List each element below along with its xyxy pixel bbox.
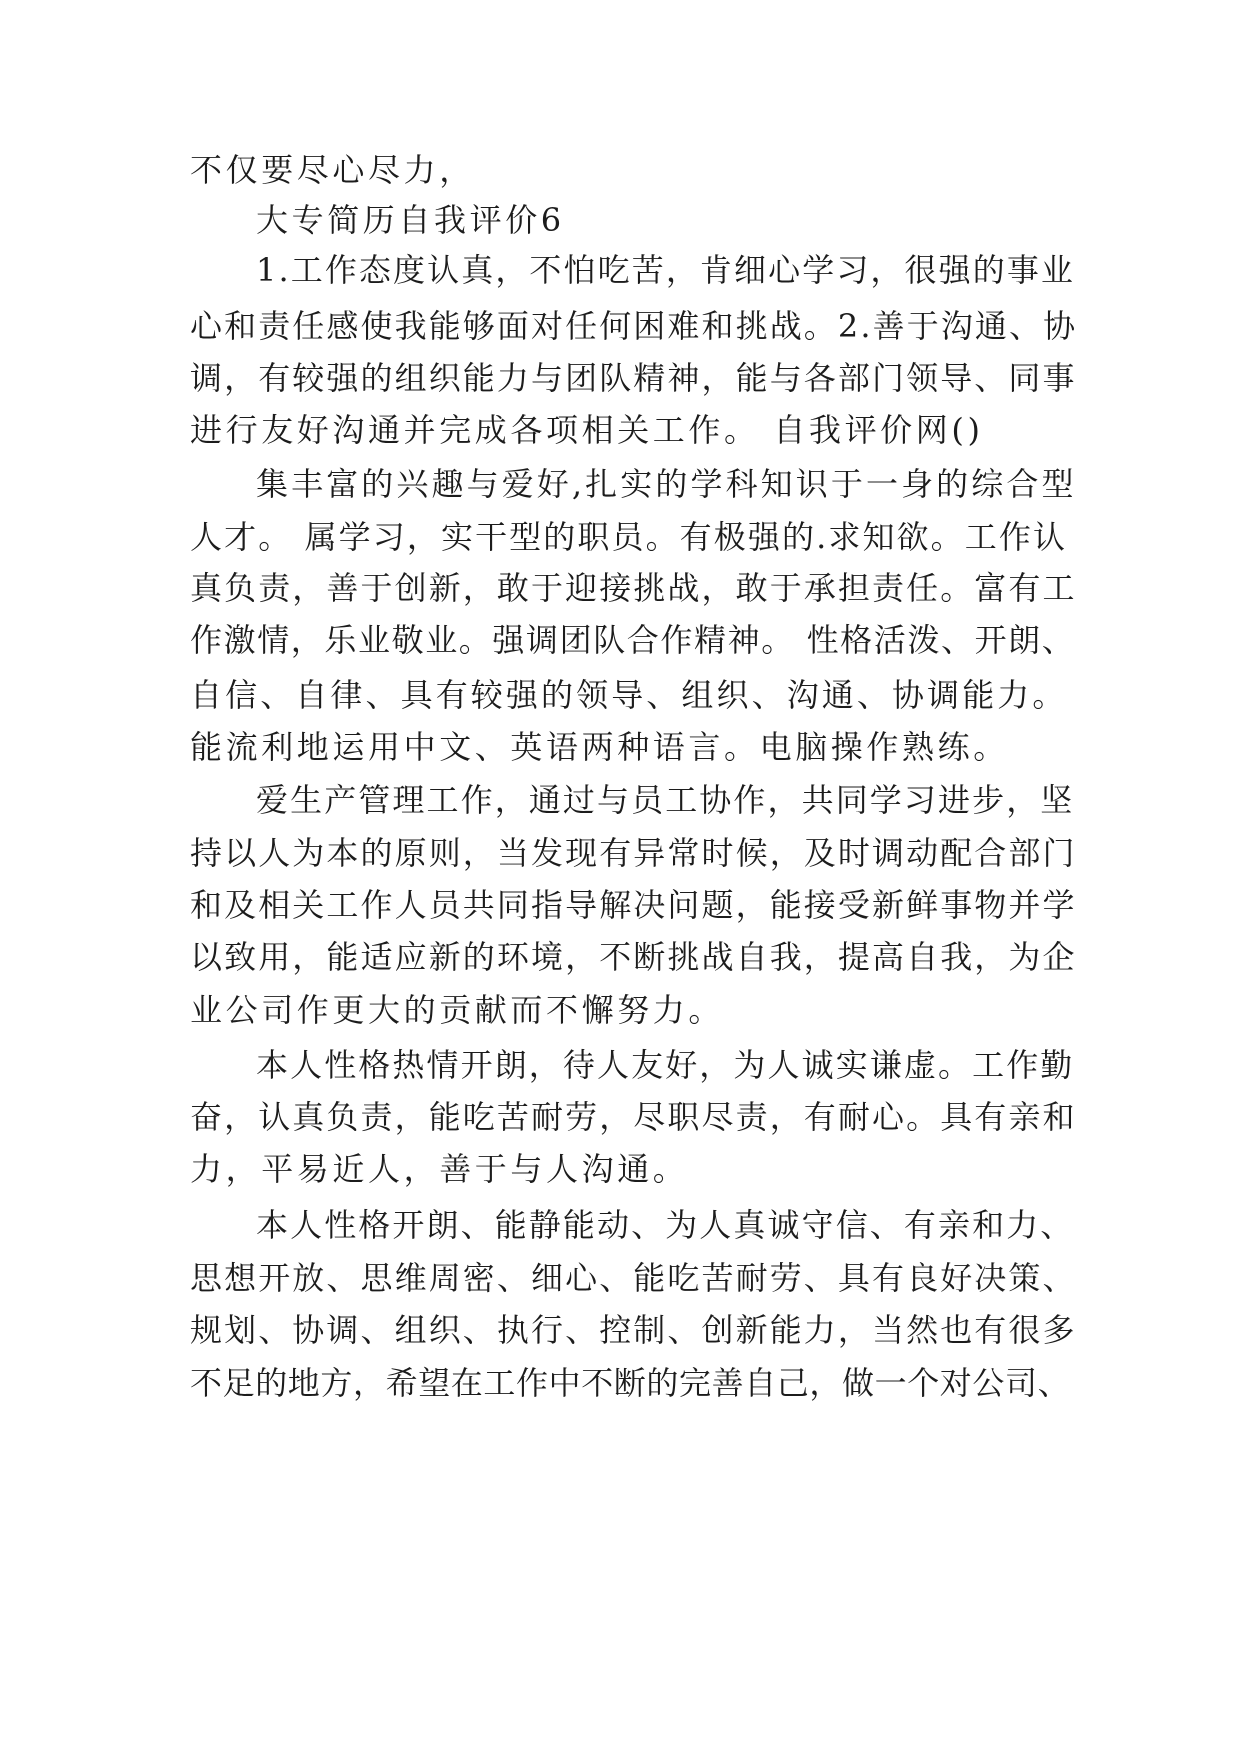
text-line: 集丰富的兴趣与爱好,扎实的学科知识于一身的综合型	[256, 465, 1077, 503]
text-line: 不仅要尽心尽力，	[190, 151, 475, 189]
text-line: 规划、协调、组织、执行、控制、创新能力，当然也有很多	[190, 1311, 1077, 1349]
text-line: 力，平易近人，善于与人沟通。	[190, 1150, 689, 1188]
text-line: 奋，认真负责，能吃苦耐劳，尽职尽责，有耐心。具有亲和	[190, 1098, 1077, 1136]
text-line: 业公司作更大的贡献而不懈努力。	[190, 991, 725, 1029]
text-line: 和及相关工作人员共同指导解决问题，能接受新鲜事物并学	[190, 886, 1077, 924]
text-line: 人才。 属学习，实干型的职员。有极强的.求知欲。工作认	[190, 518, 1068, 556]
text-line: 本人性格热情开朗，待人友好，为人诚实谦虚。工作勤	[256, 1046, 1075, 1084]
section-heading: 大专简历自我评价6	[256, 201, 565, 239]
text-line: 心和责任感使我能够面对任何困难和挑战。2.善于沟通、协	[190, 307, 1078, 345]
text-line: 不足的地方，希望在工作中不断的完善自己，做一个对公司、	[190, 1364, 1071, 1402]
text-line: 真负责，善于创新，敢于迎接挑战，敢于承担责任。富有工	[190, 569, 1077, 607]
text-line: 作激情，乐业敬业。强调团队合作精神。 性格活泼、开朗、	[190, 621, 1076, 659]
text-line: 持以人为本的原则，当发现有异常时候，及时调动配合部门	[190, 834, 1077, 872]
text-line: 以致用，能适应新的环境，不断挑战自我，提高自我，为企	[190, 938, 1077, 976]
text-line: 1.工作态度认真，不怕吃苦，肯细心学习，很强的事业	[256, 251, 1076, 289]
text-line: 自信、自律、具有较强的领导、组织、沟通、协调能力。	[190, 676, 1068, 714]
text-line: 爱生产管理工作，通过与员工协作，共同学习进步，坚	[256, 781, 1075, 819]
text-line: 调，有较强的组织能力与团队精神，能与各部门领导、同事	[190, 359, 1077, 397]
text-line: 进行友好沟通并完成各项相关工作。 自我评价网()	[190, 411, 984, 449]
text-line: 本人性格开朗、能静能动、为人真诚守信、有亲和力、	[256, 1206, 1075, 1244]
text-line: 思想开放、思维周密、细心、能吃苦耐劳、具有良好决策、	[190, 1259, 1077, 1297]
text-line: 能流利地运用中文、英语两种语言。电脑操作熟练。	[190, 728, 1009, 766]
